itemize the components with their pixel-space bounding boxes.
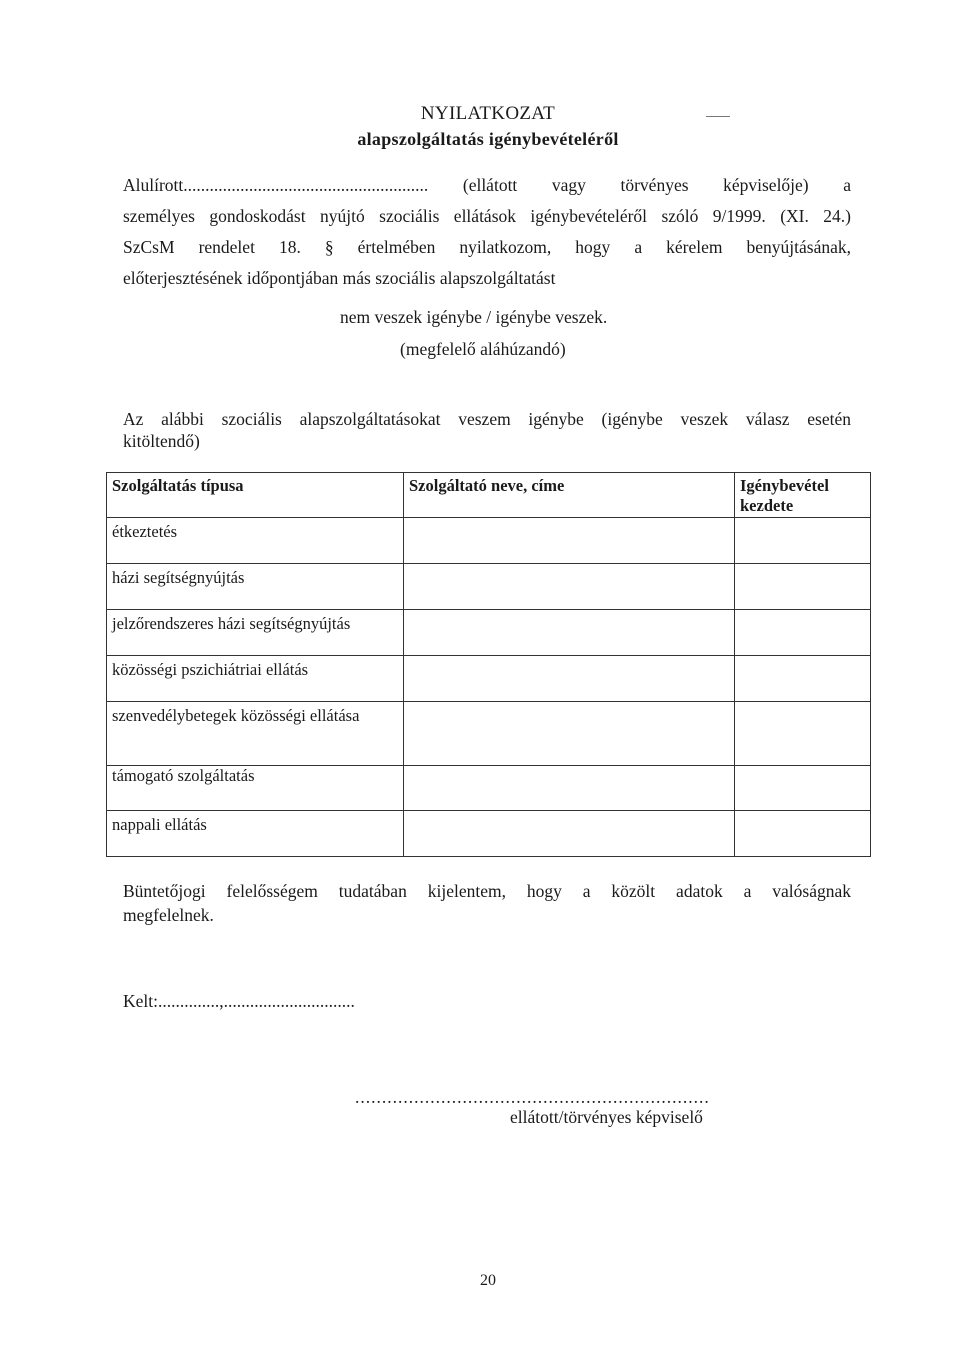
provider-cell[interactable] xyxy=(404,656,735,702)
service-type-cell: étkeztetés xyxy=(107,518,404,564)
document-title: NYILATKOZAT xyxy=(420,103,556,124)
service-type-cell: jelzőrendszeres házi segítségnyújtás xyxy=(107,610,404,656)
header-service-type: Szolgáltatás típusa xyxy=(107,473,404,518)
statement-line-2: megfelelnek. xyxy=(123,905,214,925)
services-intro-line-2: kitöltendő) xyxy=(123,431,200,451)
declaration-line-3: SzCsM rendelet 18. § értelmében nyilatkozom, hogy a kérelem benyújtásának, xyxy=(123,237,851,257)
signature-label: ellátott/törvényes képviselő xyxy=(510,1107,703,1127)
declaration-paragraph xyxy=(123,170,851,294)
choice-text: nem veszek igénybe / igénybe veszek. xyxy=(340,307,608,327)
service-type-cell: támogató szolgáltatás xyxy=(107,766,404,811)
service-type-cell: közösségi pszichiátriai ellátás xyxy=(107,656,404,702)
table-row xyxy=(107,656,871,702)
table-row xyxy=(107,610,871,656)
service-type-cell: nappali ellátás xyxy=(107,811,404,857)
header-provider: Szolgáltató neve, címe xyxy=(404,473,735,518)
start-date-cell[interactable] xyxy=(735,811,871,857)
start-date-cell[interactable] xyxy=(735,564,871,610)
table-row xyxy=(107,564,871,610)
document-subtitle: alapszolgáltatás igénybevételéről xyxy=(357,129,619,149)
declaration-line-2: személyes gondoskodást nyújtó szociális ellátások igénybevételéről szóló 9/1999. (XI. 24.) xyxy=(123,206,851,226)
services-table xyxy=(106,472,871,857)
declaration-line-4: előterjesztésének időpontjában más szociális alapszolgáltatást xyxy=(123,268,556,288)
table-row xyxy=(107,811,871,857)
table-row xyxy=(107,518,871,564)
services-intro xyxy=(123,408,851,452)
table-row xyxy=(107,766,871,811)
date-place-field[interactable]: Kelt:..............,.............................. xyxy=(123,991,355,1011)
provider-cell[interactable] xyxy=(404,610,735,656)
statement-line-1: Büntetőjogi felelősségem tudatában kijelentem, hogy a közölt adatok a valóságnak xyxy=(123,881,851,901)
start-date-cell[interactable] xyxy=(735,656,871,702)
provider-cell[interactable] xyxy=(404,766,735,811)
table-header-row xyxy=(107,473,871,518)
declaration-line-1: Alulírott........................................................ (ellátott vagy törvényes képviselője) a xyxy=(123,175,851,195)
provider-cell[interactable] xyxy=(404,702,735,766)
provider-cell[interactable] xyxy=(404,518,735,564)
statement-paragraph xyxy=(123,879,851,927)
header-start-date: Igénybevétel kezdete xyxy=(735,473,871,518)
start-date-cell[interactable] xyxy=(735,610,871,656)
underline-note: (megfelelő aláhúzandó) xyxy=(400,339,566,359)
start-date-cell[interactable] xyxy=(735,766,871,811)
start-date-cell[interactable] xyxy=(735,518,871,564)
provider-cell[interactable] xyxy=(404,564,735,610)
service-type-cell: szenvedélybetegek közösségi ellátása xyxy=(107,702,404,766)
table-row xyxy=(107,702,871,766)
provider-cell[interactable] xyxy=(404,811,735,857)
signature-line[interactable]: .................................................................. xyxy=(355,1087,710,1107)
start-date-cell[interactable] xyxy=(735,702,871,766)
service-type-cell: házi segítségnyújtás xyxy=(107,564,404,610)
services-intro-line-1: Az alábbi szociális alapszolgáltatásokat veszem igénybe (igénybe veszek válasz esetén xyxy=(123,409,851,429)
page-number: 20 xyxy=(480,1272,496,1289)
